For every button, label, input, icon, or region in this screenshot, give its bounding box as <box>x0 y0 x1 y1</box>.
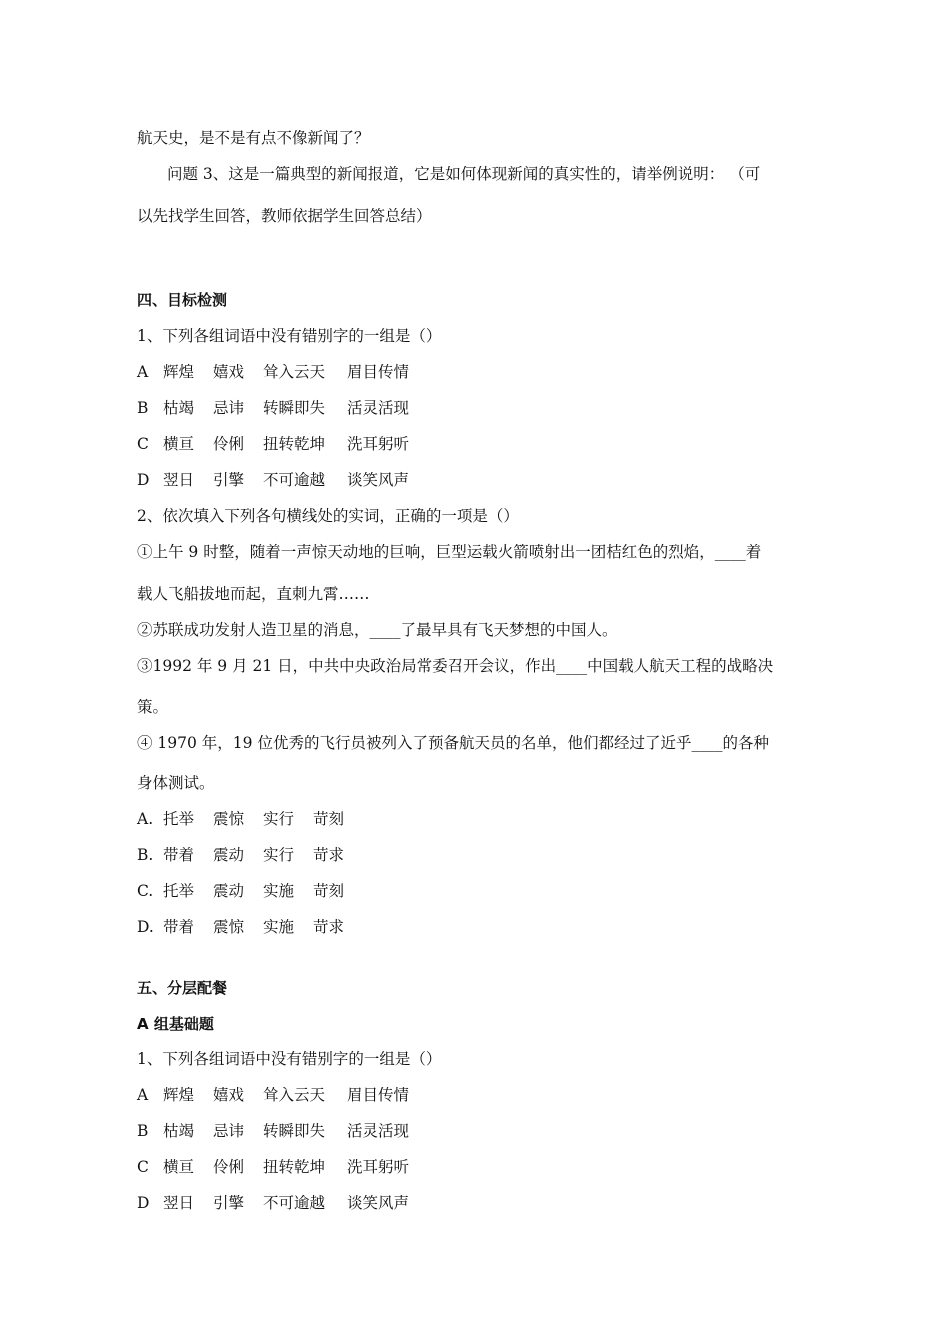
sentence-1: ①上午 9 时整，随着一声惊天动地的巨响，巨型运载火箭喷射出一团桔红色的烈焰，____着 <box>137 543 762 561</box>
option-row: C. 托举 震动 实施 苛刻 <box>137 882 345 900</box>
sentence-2: ②苏联成功发射人造卫星的消息，____了最早具有飞天梦想的中国人。 <box>137 621 618 639</box>
question-stem: 1、下列各组词语中没有错别字的一组是（） <box>137 1050 442 1068</box>
section-heading: 四、目标检测 <box>137 291 228 309</box>
question-3-text: 问题 3、这是一篇典型的新闻报道，它是如何体现新闻的真实性的，请举例说明： （可 <box>167 165 761 183</box>
option-row: D 翌日 引擎 不可逾越 谈笑风声 <box>137 1194 410 1212</box>
question-stem: 1、下列各组词语中没有错别字的一组是（） <box>137 327 442 345</box>
sentence-3-cont: 策。 <box>137 698 169 716</box>
intro-line: 航天史，是不是有点不像新闻了？ <box>137 129 370 147</box>
option-row: B 枯竭 忌讳 转瞬即失 活灵活现 <box>137 399 410 417</box>
option-row: B. 带着 震动 实行 苛求 <box>137 846 345 864</box>
option-row: D 翌日 引擎 不可逾越 谈笑风声 <box>137 471 410 489</box>
option-row: A. 托举 震惊 实行 苛刻 <box>137 810 345 828</box>
question-3-text-cont: 以先找学生回答，教师依据学生回答总结） <box>137 207 432 225</box>
subsection-heading: A 组基础题 <box>137 1015 214 1033</box>
option-row: C 横亘 伶俐 扭转乾坤 洗耳躬听 <box>137 1158 410 1176</box>
option-row: A 辉煌 嬉戏 耸入云天 眉目传情 <box>137 363 410 381</box>
sentence-3: ③1992 年 9 月 21 日，中共中央政治局常委召开会议，作出____中国载人航天工程的战略决 <box>137 657 774 675</box>
sentence-4-cont: 身体测试。 <box>137 774 215 792</box>
sentence-1-cont: 载人飞船拔地而起，直刺九霄…… <box>137 585 370 603</box>
option-row: B 枯竭 忌讳 转瞬即失 活灵活现 <box>137 1122 410 1140</box>
option-row: A 辉煌 嬉戏 耸入云天 眉目传情 <box>137 1086 410 1104</box>
sentence-4: ④ 1970 年，19 位优秀的飞行员被列入了预备航天员的名单，他们都经过了近乎____的各种 <box>137 734 769 752</box>
section-heading: 五、分层配餐 <box>137 979 228 997</box>
question-stem: 2、依次填入下列各句横线处的实词，正确的一项是（） <box>137 507 519 525</box>
option-row: D. 带着 震惊 实施 苛求 <box>137 918 345 936</box>
option-row: C 横亘 伶俐 扭转乾坤 洗耳躬听 <box>137 435 410 453</box>
